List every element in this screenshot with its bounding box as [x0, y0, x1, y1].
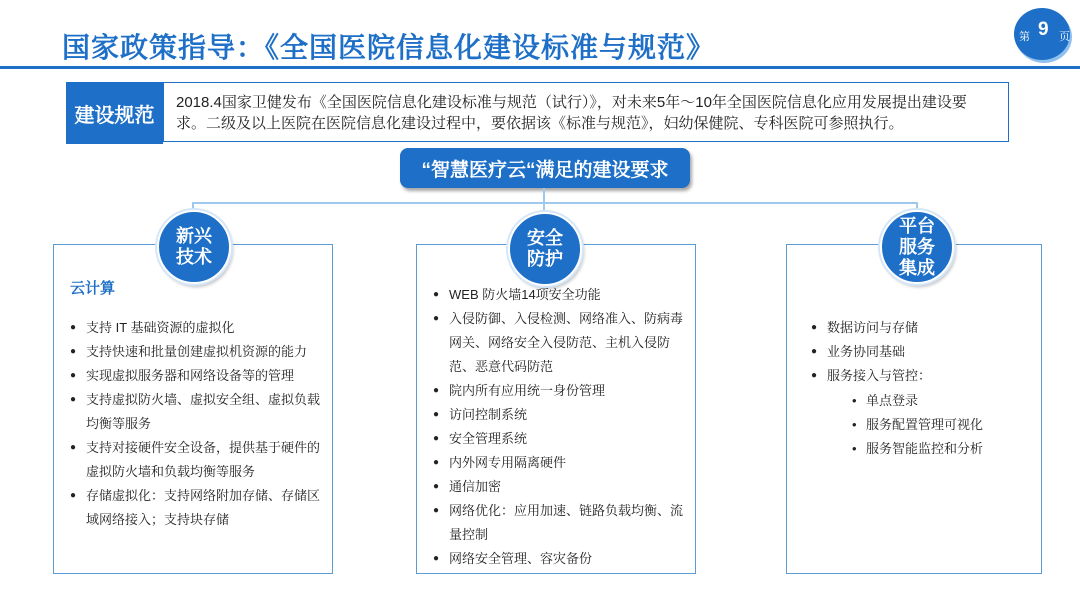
connector-right [916, 202, 918, 210]
list-item: ● 安全管理系统 [433, 427, 687, 451]
emerging-tech-list [70, 316, 328, 532]
badge-emerging-tech: 新兴 技术 [157, 210, 231, 284]
central-heading-text: “智慧医疗云“满足的建设要求 [421, 159, 669, 181]
security-list [433, 283, 687, 571]
list-item: ● 网络安全管理、容灾备份 [433, 547, 687, 571]
list-item: ● 院内所有应用统一身份管理 [433, 379, 687, 403]
page-title: 国家政策指导：《全国医院信息化建设标准与规范》 [62, 32, 716, 63]
list-item: ● 支持 IT 基础资源的虚拟化 [70, 316, 328, 340]
platform-sublist [852, 389, 1032, 461]
badge-platform: 平台 服务 集成 [880, 210, 954, 284]
platform-list [811, 316, 1031, 388]
list-item: ● 数据访问与存储 [811, 316, 1031, 340]
list-item: ● 业务协同基础 [811, 340, 1031, 364]
title-divider [0, 66, 1080, 69]
standard-label [66, 82, 163, 144]
standard-description: 2018.4国家卫健发布《全国医院信息化建设标准与规范（试行）》，对未来5年～10年全国医院信息化应用发展提出建设要求。二级及以上医院在医院信息化建设过程中，要依据该《标准与规范》，妇幼保健院、专科医院可参照执行。 [163, 82, 1009, 142]
sub-list-item: • 单点登录 [852, 389, 1032, 413]
list-item: ● 实现虚拟服务器和网络设备等的管理 [70, 364, 328, 388]
connector-horizontal [193, 202, 917, 204]
sub-list-item: • 服务配置管理可视化 [852, 413, 1032, 437]
page-number-badge [1014, 8, 1070, 60]
list-item: ● 支持虚拟防火墙、虚拟安全组、虚拟负载均衡等服务 [70, 388, 328, 436]
list-item: ● 网络优化：应用加速、链路负载均衡、流量控制 [433, 499, 687, 547]
page-number-suffix: 页 [1059, 31, 1070, 43]
central-heading [400, 148, 690, 188]
list-item: ● WEB 防火墙14项安全功能 [433, 283, 687, 307]
list-item: ● 服务接入与管控： [811, 364, 1031, 388]
badge-security: 安全 防护 [508, 212, 582, 286]
page-number: 9 [1038, 19, 1049, 40]
standard-label-text: 建设规范 [74, 104, 155, 127]
list-item: ● 通信加密 [433, 475, 687, 499]
list-item: ● 支持对接硬件安全设备，提供基于硬件的虚拟防火墙和负载均衡等服务 [70, 436, 328, 484]
list-item: ● 访问控制系统 [433, 403, 687, 427]
page-number-prefix: 第 [1019, 31, 1030, 43]
list-item: ● 内外网专用隔离硬件 [433, 451, 687, 475]
list-item: ● 入侵防御、入侵检测、网络准入、防病毒网关、网络安全入侵防范、主机入侵防范、恶意代码防范 [433, 307, 687, 379]
list-item: ● 支持快速和批量创建虚拟机资源的能力 [70, 340, 328, 364]
connector-stem [543, 188, 545, 203]
column-subheading-cloud: 云计算 [70, 280, 116, 297]
sub-list-item: • 服务智能监控和分析 [852, 437, 1032, 461]
list-item: ● 存储虚拟化：支持网络附加存储、存储区域网络接入；支持块存储 [70, 484, 328, 532]
